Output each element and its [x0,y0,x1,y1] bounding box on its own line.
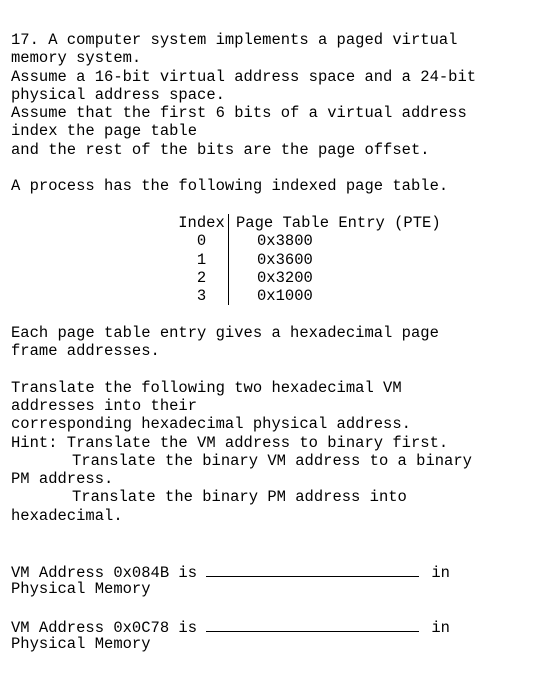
question-1-prefix: VM Address 0x084B is [11,563,207,582]
spacer [11,305,536,323]
hint-line-1: Hint: Translate the VM address to binary first. [11,433,449,452]
intro-line-4: physical address space. [11,85,225,104]
row-index: 0 [175,232,229,250]
row-pte: 0x3200 [257,268,313,287]
task-line-1: Translate the following two hexadecimal VM [11,378,402,397]
spacer [11,159,536,177]
table-row [175,232,441,250]
spacer [11,196,536,214]
spacer [11,598,536,616]
table-row [175,251,441,269]
question-2-suffix: in [431,618,450,637]
task-line-3: corresponding hexadecimal physical address. [11,415,411,434]
answer-2-blank[interactable] [206,617,419,632]
problem-text [11,31,536,653]
intro-line-2: memory system. [11,49,142,68]
page-table [175,214,441,305]
table-row [175,269,441,287]
question-1-line-2: Physical Memory [11,579,151,598]
task-line-2: addresses into their [11,396,198,415]
intro-line-5: Assume that the first 6 bits of a virtual address [11,104,467,123]
question-1 [11,562,536,580]
intro-line-3: Assume a 16-bit virtual address space and a 24-bit [11,67,477,86]
answer-1-blank[interactable] [206,562,419,577]
spacer [11,543,536,561]
spacer [11,360,536,378]
table-row [175,287,441,305]
intro-line-1: 17. A computer system implements a paged virtual [11,31,458,49]
question-2 [11,617,536,635]
header-index: Index [175,214,229,232]
row-index: 1 [175,251,229,269]
question-1-suffix: in [431,563,450,582]
row-pte: 0x1000 [257,287,313,306]
row-index: 3 [175,287,229,305]
intro-line-7: and the rest of the bits are the page offset. [11,140,430,159]
hint-line-3: PM address. [11,470,114,489]
header-pte: Page Table Entry (PTE) [236,213,441,232]
page-table-header [175,214,441,232]
question-2-line-2: Physical Memory [11,634,151,653]
row-index: 2 [175,269,229,287]
intro-line-6: index the page table [11,122,198,141]
question-2-prefix: VM Address 0x0C78 is [11,618,207,637]
row-pte: 0x3800 [257,232,313,251]
pte-note-1: Each page table entry gives a hexadecimal page [11,323,439,342]
pte-note-2: frame addresses. [11,342,160,361]
row-pte: 0x3600 [257,250,313,269]
table-intro: A process has the following indexed page table. [11,177,449,196]
hint-line-4: Translate the binary PM address into [72,488,407,507]
hint-line-2: Translate the binary VM address to a binary [72,451,472,470]
hint-line-5: hexadecimal. [11,506,123,525]
spacer [11,525,536,543]
